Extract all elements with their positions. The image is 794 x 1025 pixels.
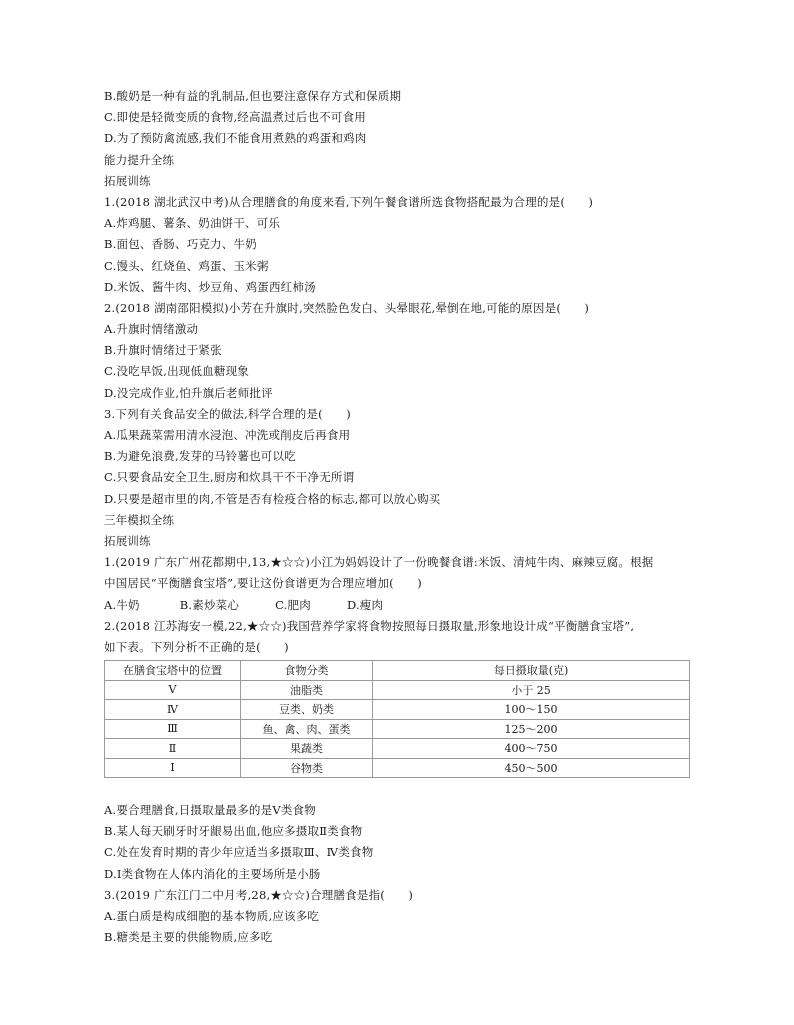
question-stem-cont: 中国居民“平衡膳食宝塔”,要让这份食谱更为合理应增加( ) <box>104 576 422 591</box>
table-cell: Ⅴ <box>105 680 241 700</box>
document-page <box>104 86 692 948</box>
table-cell: 果蔬类 <box>241 739 373 759</box>
table-cell: Ⅰ <box>105 758 241 778</box>
question-stem: 2.(2018 湖南邵阳模拟)小芳在升旗时,突然脸色发白、头晕眼花,晕倒在地,可能的原因是( ) <box>104 300 590 315</box>
option-d: D.没完成作业,怕升旗后老师批评 <box>104 385 273 400</box>
option-c: C.肥肉 <box>275 597 311 612</box>
prev-option-b: B.酸奶是一种有益的乳制品,但也要注意保存方式和保质期 <box>104 89 402 103</box>
table-row <box>105 700 690 720</box>
table-header-row <box>105 661 690 681</box>
spacer <box>104 778 692 800</box>
table-cell: 小于 25 <box>373 680 690 700</box>
option-b: B.面包、香肠、巧克力、牛奶 <box>104 237 257 252</box>
option-c: C.没吃早饭,出现低血糖现象 <box>104 364 249 379</box>
option-a: A.牛奶 <box>104 597 140 612</box>
option-a: A.炸鸡腿、薯条、奶油饼干、可乐 <box>104 216 281 231</box>
food-pyramid-table <box>104 660 690 778</box>
option-c: C.处在发育时期的青少年应适当多摄取Ⅲ、Ⅳ类食物 <box>104 845 374 860</box>
section-subtitle: 拓展训练 <box>104 173 151 188</box>
table-cell: 125～200 <box>373 719 690 739</box>
option-d: D.Ⅰ类食物在人体内消化的主要场所是小肠 <box>104 866 321 881</box>
table-row <box>105 680 690 700</box>
table-cell: 油脂类 <box>241 680 373 700</box>
table-header: 在膳食宝塔中的位置 <box>105 661 241 681</box>
option-a: A.蛋白质是构成细胞的基本物质,应该多吃 <box>104 909 320 923</box>
table-row <box>105 719 690 739</box>
option-a: A.要合理膳食,日摄取量最多的是Ⅴ类食物 <box>104 803 316 818</box>
table-header: 食物分类 <box>241 661 373 681</box>
table-cell: Ⅳ <box>105 700 241 720</box>
table-row <box>105 739 690 759</box>
table-cell: 450～500 <box>373 758 690 778</box>
table-cell: 100～150 <box>373 700 690 720</box>
question-stem: 3.(2019 广东江门二中月考,28,★☆☆)合理膳食是指( ) <box>104 887 414 902</box>
question-stem: 1.(2019 广东广州花都期中,13,★☆☆)小江为妈妈设计了一份晚餐食谱:米饭、清炖牛肉、麻辣豆腐。根据 <box>104 555 654 570</box>
option-d: D.只要是超市里的肉,不管是否有检疫合格的标志,都可以放心购买 <box>104 491 441 506</box>
option-a: A.升旗时情绪激动 <box>104 322 199 337</box>
prev-option-d: D.为了预防禽流感,我们不能食用煮熟的鸡蛋和鸡肉 <box>104 131 367 146</box>
option-b: B.素炒菜心 <box>179 597 240 612</box>
question-stem: 3.下列有关食品安全的做法,科学合理的是( ) <box>104 406 351 421</box>
table-cell: Ⅱ <box>105 739 241 759</box>
table-cell: 谷物类 <box>241 758 373 778</box>
table-cell: 400～750 <box>373 739 690 759</box>
table-header: 每日摄取量(克) <box>373 661 690 681</box>
options-row <box>104 595 692 616</box>
section-title: 三年模拟全练 <box>104 512 175 527</box>
table-cell: Ⅲ <box>105 719 241 739</box>
question-stem-cont: 如下表。下列分析不正确的是( ) <box>104 639 289 654</box>
option-d: D.米饭、酱牛肉、炒豆角、鸡蛋西红柿汤 <box>104 279 316 294</box>
prev-option-c: C.即使是轻微变质的食物,经高温煮过后也不可食用 <box>104 110 366 125</box>
option-b: B.某人每天刷牙时牙龈易出血,他应多摄取Ⅱ类食物 <box>104 824 363 839</box>
option-a: A.瓜果蔬菜需用清水浸泡、冲洗或削皮后再食用 <box>104 428 351 442</box>
option-b: B.升旗时情绪过于紧张 <box>104 343 222 358</box>
table-cell: 豆类、奶类 <box>241 700 373 720</box>
option-b: B.糖类是主要的供能物质,应多吃 <box>104 930 273 945</box>
table-cell: 鱼、禽、肉、蛋类 <box>241 719 373 739</box>
option-c: C.只要食品安全卫生,厨房和炊具干不干净无所谓 <box>104 470 355 485</box>
section-subtitle: 拓展训练 <box>104 533 151 548</box>
question-stem: 2.(2018 江苏海安一模,22,★☆☆)我国营养学家将食物按照每日摄取量,形象地设计成“平衡膳食宝塔”, <box>104 618 635 633</box>
option-c: C.馒头、红烧鱼、鸡蛋、玉米粥 <box>104 258 269 273</box>
option-b: B.为避免浪费,发芽的马铃薯也可以吃 <box>104 449 296 464</box>
option-d: D.瘦肉 <box>346 597 384 612</box>
table-row <box>105 758 690 778</box>
section-title: 能力提升全练 <box>104 152 175 167</box>
question-stem: 1.(2018 湖北武汉中考)从合理膳食的角度来看,下列午餐食谱所选食物搭配最为合理的是( ) <box>104 194 594 209</box>
